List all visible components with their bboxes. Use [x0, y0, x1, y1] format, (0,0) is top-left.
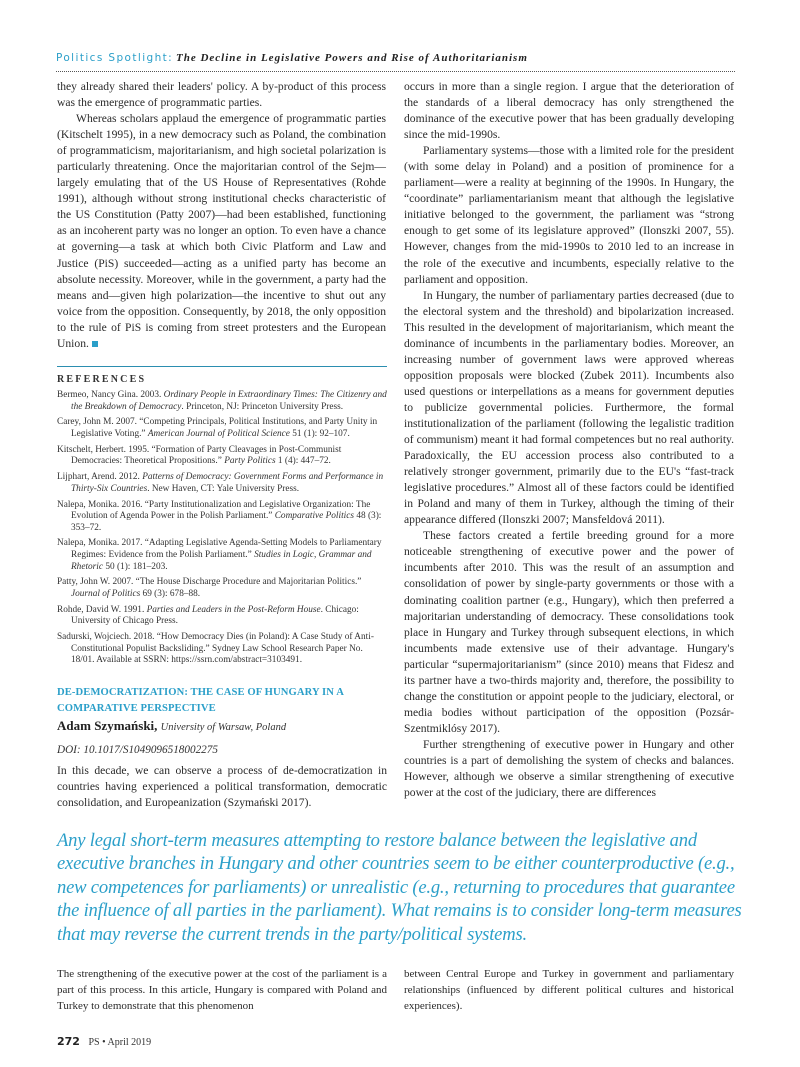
reference-item: Carey, John M. 2007. “Competing Principals, Political Institutions, and Party Unity in Legislative Voting.” American Journal of Political Science 51 (1): 92–107. [57, 417, 378, 439]
references-heading: REFERENCES [57, 374, 147, 385]
running-header [56, 52, 734, 64]
reference-item: Patty, John W. 2007. “The House Discharge Procedure and Majoritarian Politics.” Journal of Politics 69 (3): 678–88. [57, 577, 362, 600]
reference-item: Bermeo, Nancy Gina. 2003. Ordinary People in Extraordinary Times: The Citizenry and the Breakdown of Democracy. Princeton, NJ: Princeton University Press. [57, 390, 387, 412]
left-column [57, 79, 386, 352]
paragraph: In Hungary, the number of parliamentary parties decreased (due to the electoral system and the threshold) and bipolarization increased. This resulted in the development of majoritarianism, which meant the dominance of incumbents in the parliamentary bodies. Moreover, an increasing number of government laws were approved whereas opposition proposals were blocked (Zubek 2011). Incumbents also used questions or interpellations as a means for government deputies to publicize governmental policies. Furthermore, the formal institutionalization of the parliament (following the legalistic tradition of communism) meant it had formal competences but no real authority. Paradoxically, the EU accession process also contributed to a relatively stronger government, primarily due to the EU's “fast-track legislative procedures.” Almost all of these factors could be identified in Poland and many of them in Turkey, although the timing of their appearance differed (Ilonszki 2007; Mansfeldová 2011). [404, 288, 734, 527]
paragraph: Whereas scholars applaud the emergence of programmatic parties (Kitschelt 1995), in a new democracy such as Poland, the combination of programmaticism, majoritarianism, and high societal polarization is particularly threatening. Once the majoritarian control of the Sejm—largely emulating that of the US House of Representatives (Rohde 1991), although without strong institutional checks characteristic of the US Constitution (Patty 2007)—had been established, functioning as an incoherent party was no longer an option. To even have a chance at governing—a task at which both Civic Platform and Law and Justice (PiS) succeeded—acting as a unified party has become an absolute necessity. Moreover, while in the government, a party had the means and—given high polarization—the incentive to shut out any voice from the opposition. Consequently, by 2018, the only opposition to the rule of PiS is coming from street protesters and the European Union. [57, 112, 386, 350]
paragraph: occurs in more than a single region. I argue that the deterioration of the standards of a liberal democracy has only strengthened the dominance of the executive power that has been gradually developing since the mid-1990s. [404, 80, 734, 142]
journal-issue: PS • April 2019 [88, 1037, 152, 1048]
author-name: Adam Szymański, [57, 718, 158, 733]
references-divider [57, 366, 387, 367]
header-divider [56, 71, 735, 72]
reference-item: Nalepa, Monika. 2017. “Adapting Legislative Agenda-Setting Models to Parliamentary Regimes: Evidence from the Polish Parliament.” Studies in Logic, Grammar and Rhetoric 50 (1): 181–203. [57, 538, 382, 572]
right-column [404, 79, 734, 801]
reference-item: Sadurski, Wojciech. 2018. “How Democracy Dies (in Poland): A Case Study of Anti-Constitutional Populist Backsliding.” Sydney Law School Research Paper No. 18/01. Available at SSRN: https://ssrn.com/abstract=3103491. [57, 632, 374, 666]
page-number: 272 [57, 1035, 80, 1048]
section-label: Politics Spotlight: [56, 52, 174, 64]
doi-link[interactable]: DOI: 10.1017/S1049096518002275 [57, 744, 218, 756]
paragraph: Further strengthening of executive power in Hungary and other countries is a part of demolishing the system of checks and balances. However, although we observe a similar strengthening of executive power at the cost of the judiciary, there are differences [404, 737, 734, 800]
article-intro: In this decade, we can observe a process of de-democratization in countries having experienced a political transformation, democratic consolidation, and Europeanization (Szymański 2017). [57, 764, 387, 809]
author-affiliation: University of Warsaw, Poland [160, 722, 287, 733]
reference-item: Lijphart, Arend. 2012. Patterns of Democracy: Government Forms and Performance in Thirty-Six Countries. New Haven, CT: Yale University Press. [57, 472, 384, 494]
reference-item: Rohde, David W. 1991. Parties and Leaders in the Post-Reform House. Chicago: University of Chicago Press. [57, 604, 359, 627]
paragraph: they already shared their leaders' policy. A by-product of this process was the emergence of programmatic parties. [57, 80, 386, 110]
article-title: DE-DEMOCRATIZATION: THE CASE OF HUNGARY IN A COMPARATIVE PERSPECTIVE [57, 687, 344, 714]
end-mark-icon [92, 341, 98, 347]
references-list [57, 390, 387, 671]
pull-quote: Any legal short-term measures attempting to restore balance between the legislative and executive branches in Hungary and other countries seem to be either counterproductive (e.g., new competences for parliaments) or unrealistic (e.g., returning to procedures that guarantee the influence of all parties in the parliament). What remains is to consider long-term measures that may reverse the current trends in the party/political systems. [57, 830, 742, 945]
paragraph: Parliamentary systems—those with a limited role for the president (with some delay in Poland) and a position of prominence for a parliament—were a reality at beginning of the 1990s. In Hungary, the “coordinate” parliamentarianism meant that although the legislative initiative belonged to the government, the parliament was “strong enough to get some of its legislature approved” (Ilonszki 2007, 55). However, changes from the mid-1990s to 2010 led to an increase in the role of the executive and incumbents, especially relative to the parliament and opposition. [404, 144, 734, 286]
reference-item: Kitschelt, Herbert. 1995. “Formation of Party Cleavages in Post-Communist Democracies: Theoretical Propositions.” Party Politics 1 (4): 447–72. [57, 444, 342, 467]
paragraph: These factors created a fertile breeding ground for a more noticeable strengthening of executive power and the power of incumbents after 2010. This was the result of an assumption and consolidation of power by single-party governments or those with a dominating coalition partner (e.g., Hungary), which then preferred a majoritarian understanding of democracy. These consolidations took place in Hungary and Turkey through subsequent elections, in which incumbents made extensive use of their advantage. Hungary's particular “supermajoritarianism” (since 2010) means that Fidesz and its partner have a two-thirds majority and, therefore, the possibility to change the constitution or appoint people to the judiciary, electoral, or media bodies without participation of the opposition (Pozsár-Szentmiklósy 2017). [404, 529, 734, 735]
page-footer [57, 1035, 151, 1048]
bottom-right-text: between Central Europe and Turkey in government and parliamentary relationships (influenced by different political cultures and historical experiences). [404, 968, 734, 1013]
reference-item: Nalepa, Monika. 2016. “Party Institutionalization and Legislative Organization: The Evolution of Agenda Power in the Polish Parliament.” Comparative Politics 48 (3): 353–72. [57, 499, 382, 533]
author-line [57, 718, 286, 734]
section-title: The Decline in Legislative Powers and Rise of Authoritarianism [176, 52, 528, 64]
bottom-left-text: The strengthening of the executive power at the cost of the parliament is a part of this process. In this article, Hungary is compared with Poland and Turkey to demonstrate that this phenomenon [57, 968, 387, 1013]
